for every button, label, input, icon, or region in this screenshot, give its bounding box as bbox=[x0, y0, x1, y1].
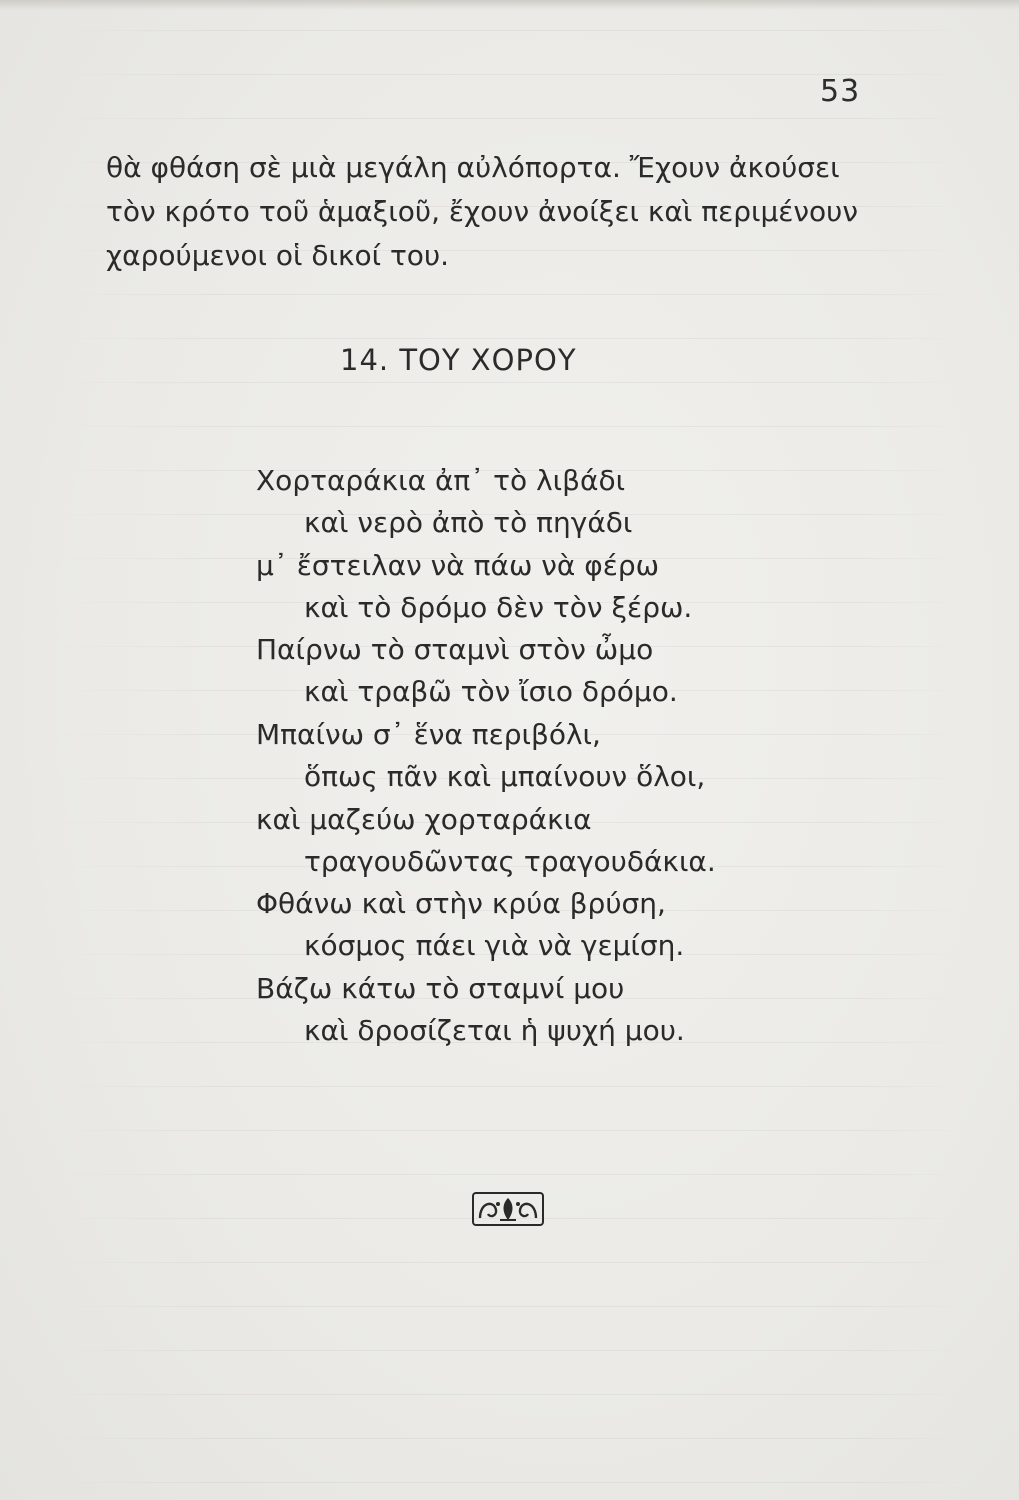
poem-line: Χορταράκια ἀπ᾽ τὸ λιβάδι bbox=[256, 464, 626, 497]
poem-line: ὅπως πᾶν καὶ μπαίνουν ὅλοι, bbox=[304, 760, 706, 793]
poem-line: τραγουδῶντας τραγουδάκια. bbox=[304, 845, 716, 878]
poem-line: Βάζω κάτω τὸ σταμνί μου bbox=[256, 972, 625, 1005]
paragraph-line: τὸν κρότο τοῦ ἁμαξιοῦ, ἔχουν ἀνοίξει καὶ περιμένουν bbox=[106, 195, 859, 228]
poem-line: καὶ τὸ δρόμο δὲν τὸν ξέρω. bbox=[304, 591, 693, 624]
poem-line: Φθάνω καὶ στὴν κρύα βρύση, bbox=[256, 887, 666, 920]
paragraph-line: χαρούμενοι οἱ δικοί του. bbox=[106, 239, 450, 272]
poem-line: καὶ νερὸ ἀπὸ τὸ πηγάδι bbox=[304, 506, 633, 539]
poem-line: καὶ τραβῶ τὸν ἴσιο δρόμο. bbox=[304, 675, 678, 708]
paragraph-line: θὰ φθάση σὲ μιὰ μεγάλη αὐλόπορτα. Ἔχουν ἀκούσει bbox=[106, 151, 840, 184]
page-number: 53 bbox=[820, 74, 861, 109]
poem-line: κόσμος πάει γιὰ νὰ γεμίση. bbox=[304, 929, 685, 962]
poem-line: Παίρνω τὸ σταμνὶ στὸν ὦμο bbox=[256, 633, 654, 666]
floral-ornament-icon bbox=[472, 1192, 544, 1226]
page-top-edge bbox=[0, 0, 1019, 10]
section-title: 14. ΤΟΥ ΧΟΡΟΥ bbox=[340, 343, 577, 377]
poem-line: καὶ δροσίζεται ἡ ψυχή μου. bbox=[304, 1014, 685, 1047]
intro-paragraph bbox=[106, 146, 906, 278]
poem-line: μ᾽ ἔστειλαν νὰ πάω νὰ φέρω bbox=[256, 549, 660, 582]
poem-line: καὶ μαζεύω χορταράκια bbox=[256, 803, 592, 836]
poem-line: Μπαίνω σ᾽ ἕνα περιβόλι, bbox=[256, 718, 601, 751]
